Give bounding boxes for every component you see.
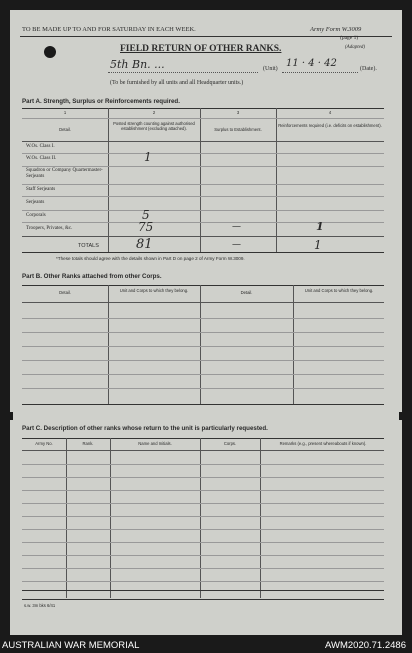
row-detail-woc2: W.Os. Class II. [26,156,57,161]
date-handwritten: 11 · 4 · 42 [286,58,337,69]
c-col-armyno: Army No. [35,441,53,446]
b-col-detail-2: Detail. [240,290,253,295]
col-head-reinf: Reinforcements required (i.e. deficits on establishment). [278,123,382,128]
part-a-heading: Part A. Strength, Surplus or Reinforcements required. [22,98,180,105]
col-head-surplus: Surplus to Establishment. [214,127,262,132]
col-num-1: 1 [63,110,67,115]
form-title: FIELD RETURN OF OTHER RANKS. [120,44,282,54]
b-col-unit-1: Unit and Corps to which they belong. [119,288,189,293]
b-col-unit-2: Unit and Corps to which they belong. [304,288,374,293]
row-posted-woc2: 1 [144,150,152,164]
row-detail-cpl: Corporals [26,213,46,218]
col-head-posted: Posted strength counting against authorised establishment (excluding attached). [113,121,195,131]
edge-notch-left [9,412,13,420]
edge-notch-right [399,412,403,420]
part-b-heading: Part B. Other Ranks attached from other Corps. [22,273,162,280]
footer-institution: AUSTRALIAN WAR MEMORIAL [2,640,140,651]
row-detail-cqms: Squadron or Company Quartermaster-Serjeants [26,168,103,179]
punch-hole [44,46,56,58]
part-c-heading: Part C. Description of other ranks whose return to the unit is particularly requested. [22,425,268,432]
footer-accession: AWM2020.71.2486 [325,640,406,651]
row-detail-sgt: Serjeants [26,200,45,205]
c-col-rank: Rank. [82,441,94,446]
c-col-name: Name and Initials. [138,441,172,446]
totals-surplus: — [232,240,241,250]
row-detail-pte: Troopers, Privates, &c. [26,226,73,231]
totals-note: *These totals should agree with the details shown in Part D on page 2 of Army Form W.3009. [56,256,245,261]
c-col-corps: Corps. [223,441,237,446]
col-num-4: 4 [328,110,332,115]
totals-posted: 81 [136,237,153,252]
totals-reinf: 1 [314,238,322,252]
b-col-detail-1: Detail. [59,290,71,295]
print-code: s.w. 3m bks 6/41 [24,603,56,608]
page-number: (page 1) [340,35,359,41]
top-note: TO BE MADE UP TO AND FOR SATURDAY IN EACH WEEK. [22,26,196,33]
row-detail-ssgt: Staff Serjeants [26,187,56,192]
unit-handwritten: 5th Bn. ... [110,58,165,71]
row-posted-pte: 75 [138,220,154,234]
adapted-note: (Adapted) [345,45,365,50]
col-head-detail: Detail. [59,127,71,132]
row-posted-cpl: 5 [142,208,150,222]
date-label: (Date). [360,66,377,72]
col-num-3: 3 [236,110,240,115]
row-surplus-pte: — [232,222,241,232]
row-reinf-pte: 1 [316,220,324,233]
unit-label: (Unit) [263,66,278,72]
form-number: Army Form W.3009 [310,26,362,33]
row-detail-woc1: W.Os. Class I. [26,144,55,149]
archive-footer [0,637,412,653]
totals-label: TOTALS [78,243,99,249]
c-col-remarks: Remarks (e.g., present whereabouts if known). [279,441,367,446]
form-sheet [10,10,402,635]
col-num-2: 2 [152,110,156,115]
furnished-note: (To be furnished by all units and all Headquarter units.) [110,80,244,86]
